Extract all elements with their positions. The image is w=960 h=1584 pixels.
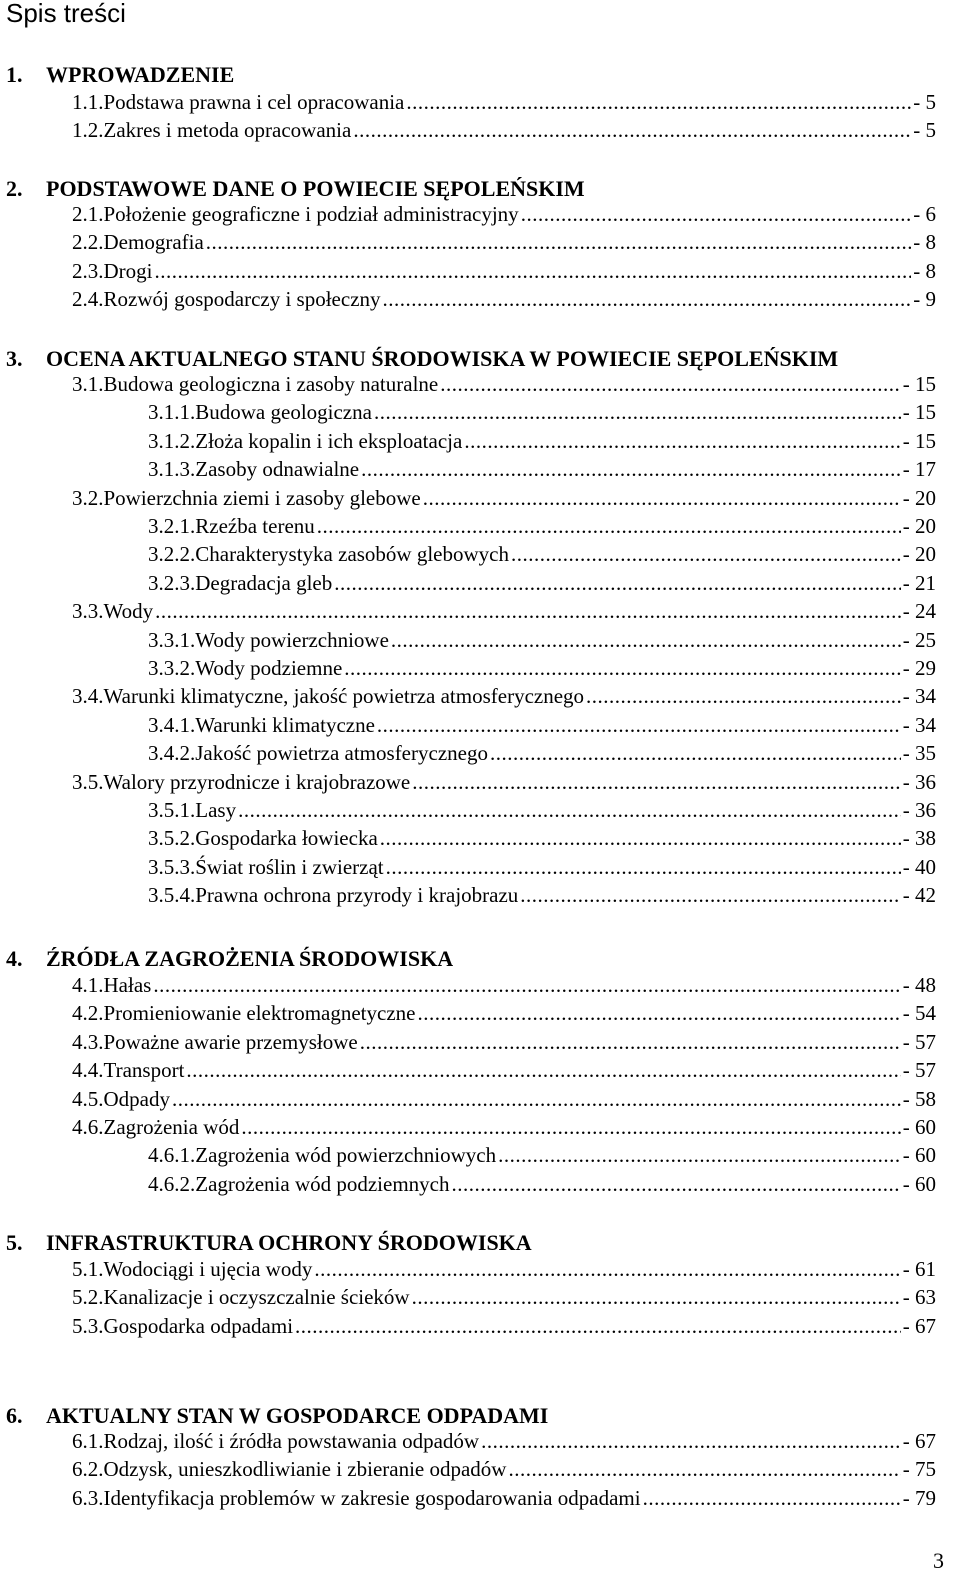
toc-entry bbox=[148, 1141, 936, 1169]
toc-entry bbox=[148, 796, 936, 824]
toc-entry bbox=[148, 711, 936, 739]
toc-entry-page: - 61 bbox=[902, 1257, 936, 1281]
toc-entry bbox=[72, 999, 936, 1027]
section-number: 5. bbox=[6, 1230, 23, 1255]
toc-entry-page: - 8 bbox=[913, 230, 936, 254]
toc-entry-page: - 9 bbox=[913, 287, 936, 311]
toc-entry-number: 3.2.3. bbox=[148, 571, 196, 595]
toc-entry-number: 2.3. bbox=[72, 259, 104, 283]
toc-entry bbox=[72, 1056, 936, 1084]
toc-entry-number: 5.3. bbox=[72, 1314, 104, 1338]
toc-entry bbox=[72, 116, 936, 144]
section-number: 4. bbox=[6, 946, 23, 971]
toc-entry-number: 4.1. bbox=[72, 973, 104, 997]
toc-entry-number: 4.6.1. bbox=[148, 1143, 196, 1167]
toc-entry-label: Drogi bbox=[103, 259, 153, 283]
toc-entry-page: - 29 bbox=[902, 656, 936, 680]
toc-entry-number: 4.4. bbox=[72, 1058, 104, 1082]
toc-entry bbox=[72, 228, 936, 256]
toc-entry bbox=[72, 768, 936, 796]
toc-entry bbox=[148, 455, 936, 483]
toc-entry bbox=[148, 739, 936, 767]
toc-entry-number: 2.1. bbox=[72, 202, 104, 226]
toc-entry bbox=[72, 1427, 936, 1455]
toc-entry-label: Podstawa prawna i cel opracowania bbox=[103, 90, 405, 114]
toc-entry-label: Transport bbox=[103, 1058, 185, 1082]
toc-entry-page: - 38 bbox=[902, 826, 936, 850]
toc-entry-page: - 15 bbox=[902, 372, 936, 396]
toc-entry bbox=[72, 88, 936, 116]
toc-entry bbox=[72, 257, 936, 285]
toc-entry-number: 3.2.2. bbox=[148, 542, 196, 566]
toc-entry-page: - 24 bbox=[902, 599, 936, 623]
toc-entry bbox=[72, 1028, 936, 1056]
toc-entry-number: 3.5.3. bbox=[148, 855, 196, 879]
toc-entry-label: Warunki klimatyczne bbox=[195, 713, 375, 737]
toc-entry-page: - 5 bbox=[913, 118, 936, 142]
toc-entry-number: 4.2. bbox=[72, 1001, 104, 1025]
toc-entry-label: Złoża kopalin i ich eksploatacja bbox=[195, 429, 463, 453]
section-number: 2. bbox=[6, 176, 23, 201]
dot-leader bbox=[241, 1113, 900, 1141]
toc-entry bbox=[148, 881, 936, 909]
toc-entry bbox=[148, 626, 936, 654]
dot-leader bbox=[386, 853, 901, 881]
toc-entry-label: Położenie geograficzne i podział administracyjny bbox=[103, 202, 519, 226]
toc-entry-label: Budowa geologiczna bbox=[195, 400, 372, 424]
toc-entry-page: - 67 bbox=[902, 1314, 936, 1338]
toc-entry bbox=[148, 569, 936, 597]
dot-leader bbox=[155, 257, 912, 285]
toc-entry bbox=[72, 971, 936, 999]
toc-entry-label: Wody podziemne bbox=[195, 656, 343, 680]
toc-entry-label: Zagrożenia wód bbox=[103, 1115, 240, 1139]
dot-leader bbox=[412, 1283, 901, 1311]
dot-leader bbox=[380, 824, 901, 852]
toc-entry-label: Zasoby odnawialne bbox=[195, 457, 360, 481]
toc-entry-page: - 5 bbox=[913, 90, 936, 114]
toc-entry-page: - 67 bbox=[902, 1429, 936, 1453]
section-heading bbox=[6, 346, 838, 372]
dot-leader bbox=[417, 999, 900, 1027]
section-heading bbox=[6, 176, 585, 202]
dot-leader bbox=[452, 1170, 901, 1198]
toc-entry bbox=[148, 824, 936, 852]
toc-entry bbox=[72, 1484, 936, 1512]
dot-leader bbox=[353, 116, 911, 144]
toc-entry-number: 3.5.4. bbox=[148, 883, 196, 907]
toc-entry-page: - 20 bbox=[902, 542, 936, 566]
dot-leader bbox=[508, 1455, 900, 1483]
toc-entry-number: 4.6.2. bbox=[148, 1172, 196, 1196]
toc-entry-label: Powierzchnia ziemi i zasoby glebowe bbox=[103, 486, 421, 510]
toc-entry-page: - 35 bbox=[902, 741, 936, 765]
dot-leader bbox=[391, 626, 901, 654]
section-number: 1. bbox=[6, 62, 23, 87]
section-number: 3. bbox=[6, 346, 23, 371]
toc-entry-page: - 63 bbox=[902, 1285, 936, 1309]
section-title: INFRASTRUKTURA OCHRONY ŚRODOWISKA bbox=[46, 1230, 532, 1255]
dot-leader bbox=[412, 768, 901, 796]
dot-leader bbox=[238, 796, 901, 824]
toc-entry-number: 3.1.1. bbox=[148, 400, 196, 424]
dot-leader bbox=[383, 285, 912, 313]
toc-entry-page: - 20 bbox=[902, 486, 936, 510]
dot-leader bbox=[172, 1085, 901, 1113]
toc-entry-label: Walory przyrodnicze i krajobrazowe bbox=[103, 770, 411, 794]
toc-entry-page: - 21 bbox=[902, 571, 936, 595]
toc-entry-number: 4.5. bbox=[72, 1087, 104, 1111]
toc-entry-number: 3.5. bbox=[72, 770, 104, 794]
toc-entry bbox=[148, 1170, 936, 1198]
toc-entry-page: - 57 bbox=[902, 1030, 936, 1054]
toc-entry-number: 3.4. bbox=[72, 684, 104, 708]
toc-entry-number: 4.6. bbox=[72, 1115, 104, 1139]
toc-entry-page: - 34 bbox=[902, 684, 936, 708]
toc-entry-number: 3.5.1. bbox=[148, 798, 196, 822]
dot-leader bbox=[490, 739, 901, 767]
toc-entry bbox=[72, 1113, 936, 1141]
section-title: ŹRÓDŁA ZAGROŻENIA ŚRODOWISKA bbox=[46, 946, 454, 971]
dot-leader bbox=[423, 484, 901, 512]
toc-entry-number: 3.4.2. bbox=[148, 741, 196, 765]
toc-entry-number: 5.1. bbox=[72, 1257, 104, 1281]
toc-entry-page: - 8 bbox=[913, 259, 936, 283]
toc-entry bbox=[72, 370, 936, 398]
dot-leader bbox=[295, 1312, 901, 1340]
toc-entry-number: 3.2. bbox=[72, 486, 104, 510]
toc-entry-page: - 42 bbox=[902, 883, 936, 907]
toc-entry-label: Hałas bbox=[103, 973, 152, 997]
dot-leader bbox=[314, 1255, 900, 1283]
toc-entry-page: - 48 bbox=[902, 973, 936, 997]
dot-leader bbox=[344, 654, 900, 682]
toc-entry-number: 3.1. bbox=[72, 372, 104, 396]
toc-entry bbox=[72, 1312, 936, 1340]
dot-leader bbox=[377, 711, 901, 739]
section-heading bbox=[6, 62, 234, 88]
toc-entry-number: 3.3.2. bbox=[148, 656, 196, 680]
dot-leader bbox=[155, 597, 901, 625]
toc-entry bbox=[72, 1255, 936, 1283]
toc-entry-page: - 6 bbox=[913, 202, 936, 226]
dot-leader bbox=[153, 971, 900, 999]
toc-entry bbox=[148, 540, 936, 568]
toc-entry-label: Gospodarka łowiecka bbox=[195, 826, 378, 850]
section-title: WPROWADZENIE bbox=[46, 62, 235, 87]
page-title: Spis treści bbox=[6, 0, 126, 28]
toc-entry-label: Odzysk, unieszkodliwianie i zbieranie odpadów bbox=[103, 1457, 507, 1481]
toc-entry-page: - 75 bbox=[902, 1457, 936, 1481]
dot-leader bbox=[643, 1484, 901, 1512]
toc-entry-page: - 58 bbox=[902, 1087, 936, 1111]
dot-leader bbox=[464, 427, 900, 455]
toc-entry-label: Wody bbox=[103, 599, 154, 623]
toc-entry-label: Degradacja gleb bbox=[195, 571, 333, 595]
toc-entry-label: Promieniowanie elektromagnetyczne bbox=[103, 1001, 416, 1025]
toc-entry bbox=[148, 427, 936, 455]
toc-entry bbox=[148, 654, 936, 682]
toc-entry-label: Odpady bbox=[103, 1087, 170, 1111]
toc-entry-label: Wodociągi i ujęcia wody bbox=[103, 1257, 313, 1281]
toc-entry-number: 3.4.1. bbox=[148, 713, 196, 737]
toc-entry-label: Poważne awarie przemysłowe bbox=[103, 1030, 358, 1054]
dot-leader bbox=[360, 1028, 901, 1056]
toc-entry-number: 3.5.2. bbox=[148, 826, 196, 850]
dot-leader bbox=[206, 228, 911, 256]
toc-entry-page: - 34 bbox=[902, 713, 936, 737]
toc-entry bbox=[72, 285, 936, 313]
toc-entry bbox=[72, 682, 936, 710]
dot-leader bbox=[406, 88, 911, 116]
toc-entry-number: 4.3. bbox=[72, 1030, 104, 1054]
toc-entry bbox=[72, 1455, 936, 1483]
toc-entry-label: Gospodarka odpadami bbox=[103, 1314, 294, 1338]
toc-entry-label: Zakres i metoda opracowania bbox=[103, 118, 352, 142]
dot-leader bbox=[521, 200, 912, 228]
toc-entry-number: 3.3.1. bbox=[148, 628, 196, 652]
toc-entry-number: 6.3. bbox=[72, 1486, 104, 1510]
toc-entry-label: Lasy bbox=[195, 798, 237, 822]
dot-leader bbox=[440, 370, 901, 398]
section-title: PODSTAWOWE DANE O POWIECIE SĘPOLEŃSKIM bbox=[46, 176, 585, 201]
toc-entry-page: - 54 bbox=[902, 1001, 936, 1025]
dot-leader bbox=[317, 512, 901, 540]
section-number: 6. bbox=[6, 1403, 23, 1428]
section-heading bbox=[6, 946, 453, 972]
toc-entry-number: 2.2. bbox=[72, 230, 104, 254]
toc-entry bbox=[72, 484, 936, 512]
toc-entry-number: 6.2. bbox=[72, 1457, 104, 1481]
toc-entry-page: - 15 bbox=[902, 429, 936, 453]
toc-entry-page: - 60 bbox=[902, 1143, 936, 1167]
toc-entry-label: Rzeźba terenu bbox=[195, 514, 315, 538]
toc-entry bbox=[72, 597, 936, 625]
dot-leader bbox=[498, 1141, 901, 1169]
toc-entry-label: Kanalizacje i oczyszczalnie ścieków bbox=[103, 1285, 410, 1309]
toc-entry bbox=[72, 1085, 936, 1113]
toc-entry-number: 3.3. bbox=[72, 599, 104, 623]
toc-entry-label: Rozwój gospodarczy i społeczny bbox=[103, 287, 381, 311]
toc-entry-page: - 17 bbox=[902, 457, 936, 481]
dot-leader bbox=[520, 881, 900, 909]
toc-entry-label: Identyfikacja problemów w zakresie gospodarowania odpadami bbox=[103, 1486, 641, 1510]
toc-entry-number: 2.4. bbox=[72, 287, 104, 311]
toc-entry bbox=[148, 512, 936, 540]
toc-entry-number: 3.1.3. bbox=[148, 457, 196, 481]
section-heading bbox=[6, 1230, 532, 1256]
toc-entry-label: Charakterystyka zasobów glebowych bbox=[195, 542, 509, 566]
toc-entry-label: Rodzaj, ilość i źródła powstawania odpadów bbox=[103, 1429, 480, 1453]
toc-entry-label: Budowa geologiczna i zasoby naturalne bbox=[103, 372, 439, 396]
toc-entry-page: - 36 bbox=[902, 770, 936, 794]
toc-entry bbox=[72, 200, 936, 228]
toc-entry-label: Świat roślin i zwierząt bbox=[195, 855, 384, 879]
toc-entry-page: - 60 bbox=[902, 1115, 936, 1139]
toc-entry-page: - 57 bbox=[902, 1058, 936, 1082]
dot-leader bbox=[334, 569, 900, 597]
toc-entry-number: 1.1. bbox=[72, 90, 104, 114]
toc-entry-label: Demografia bbox=[103, 230, 204, 254]
toc-entry-page: - 15 bbox=[902, 400, 936, 424]
dot-leader bbox=[511, 540, 901, 568]
toc-entry-label: Wody powierzchniowe bbox=[195, 628, 389, 652]
dot-leader bbox=[186, 1056, 900, 1084]
toc-entry-label: Jakość powietrza atmosferycznego bbox=[195, 741, 488, 765]
toc-entry bbox=[148, 853, 936, 881]
page-number: 3 bbox=[933, 1548, 944, 1573]
toc-entry-page: - 20 bbox=[902, 514, 936, 538]
dot-leader bbox=[481, 1427, 901, 1455]
toc-entry-page: - 25 bbox=[902, 628, 936, 652]
toc-entry-page: - 60 bbox=[902, 1172, 936, 1196]
toc-entry bbox=[72, 1283, 936, 1311]
toc-entry-number: 3.1.2. bbox=[148, 429, 196, 453]
toc-entry-label: Zagrożenia wód powierzchniowych bbox=[195, 1143, 497, 1167]
section-title: OCENA AKTUALNEGO STANU ŚRODOWISKA W POWIECIE SĘPOLEŃSKIM bbox=[46, 346, 839, 371]
toc-entry-number: 6.1. bbox=[72, 1429, 104, 1453]
toc-entry-label: Warunki klimatyczne, jakość powietrza atmosferycznego bbox=[103, 684, 585, 708]
toc-entry-label: Prawna ochrona przyrody i krajobrazu bbox=[195, 883, 519, 907]
toc-entry-page: - 40 bbox=[902, 855, 936, 879]
section-title: AKTUALNY STAN W GOSPODARCE ODPADAMI bbox=[46, 1403, 549, 1428]
toc-entry-page: - 79 bbox=[902, 1486, 936, 1510]
dot-leader bbox=[361, 455, 901, 483]
toc-entry-label: Zagrożenia wód podziemnych bbox=[195, 1172, 450, 1196]
toc-entry-number: 5.2. bbox=[72, 1285, 104, 1309]
dot-leader bbox=[586, 682, 901, 710]
toc-entry-number: 1.2. bbox=[72, 118, 104, 142]
toc-entry bbox=[148, 398, 936, 426]
dot-leader bbox=[374, 398, 901, 426]
toc-entry-number: 3.2.1. bbox=[148, 514, 196, 538]
toc-entry-page: - 36 bbox=[902, 798, 936, 822]
section-heading bbox=[6, 1403, 548, 1429]
